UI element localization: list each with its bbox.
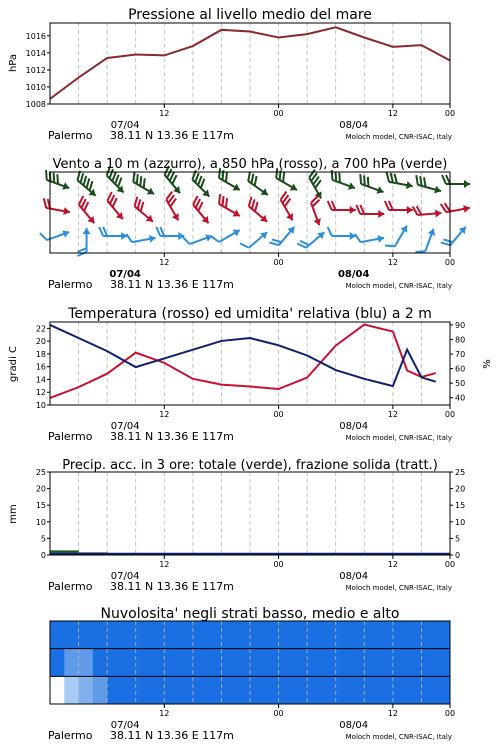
cloud-cell: [107, 649, 122, 677]
cloud-cell: [121, 649, 136, 677]
y-tick-label: 18: [35, 349, 46, 359]
cloud-cell: [393, 621, 408, 649]
wind-barb: [42, 198, 72, 216]
cloud-cell: [321, 621, 336, 649]
wind-barb: [413, 175, 443, 195]
cloud-cell: [93, 649, 108, 677]
station-coords: 38.11 N 13.36 E 117m: [110, 580, 234, 593]
wind-barb: [269, 221, 297, 251]
cloud-cell: [107, 676, 122, 704]
station-name: Palermo: [48, 729, 93, 742]
cloud-cell: [193, 649, 208, 677]
cloud-cell: [136, 621, 151, 649]
x-tick-label: 00: [444, 560, 456, 569]
cloud-cell: [379, 676, 394, 704]
cloud-cell: [79, 649, 94, 677]
wind-barb: [441, 221, 469, 251]
station-name: Palermo: [48, 430, 93, 443]
cloud-cell: [121, 621, 136, 649]
cloud-cell: [236, 621, 251, 649]
cloud-cell: [407, 676, 422, 704]
wind-barb: [356, 205, 384, 218]
y-tick-label: 1016: [25, 31, 46, 41]
wind-barb: [73, 196, 101, 226]
x-tick-label: 12: [387, 410, 398, 419]
wind-barb: [128, 172, 159, 197]
cloud-cell: [307, 676, 322, 704]
cloud-cell: [193, 676, 208, 704]
x-tick-label: 12: [387, 109, 398, 118]
x-tick-label: 12: [387, 258, 398, 267]
cloud-cell: [236, 649, 251, 677]
station-name: Palermo: [48, 580, 93, 593]
cloud-cell: [221, 649, 236, 677]
wind-barb: [328, 201, 356, 214]
cloud-cell: [150, 676, 165, 704]
wind-barb: [415, 226, 437, 257]
cloud-cell: [164, 621, 179, 649]
cloud-cell: [407, 649, 422, 677]
y-tick-label: 25: [35, 468, 46, 477]
cloud-cell: [379, 621, 394, 649]
temperature-line: [50, 325, 436, 398]
cloud-cell: [393, 676, 408, 704]
y-right-tick-label: 0: [455, 551, 461, 560]
y-right-tick-label: 40: [455, 393, 466, 403]
chart-title: Pressione al livello medio del mare: [128, 7, 372, 23]
cloud-cell: [279, 676, 294, 704]
station-name: Palermo: [48, 129, 93, 142]
cloud-cell: [293, 676, 308, 704]
cloud-cell: [436, 621, 451, 649]
cloud-cell: [421, 676, 436, 704]
x-tick-label: 00: [273, 410, 284, 419]
wind-barb: [356, 174, 387, 196]
y-tick-label: 10: [35, 517, 46, 527]
y-tick-label: 1008: [25, 100, 46, 109]
y-tick-label: 15: [35, 501, 46, 511]
x-tick-label: 00: [444, 709, 456, 718]
cloud-cell: [350, 676, 365, 704]
date-label: 07/04: [110, 120, 140, 131]
y-tick-label: 5: [40, 534, 46, 544]
y-axis-label: gradi C: [8, 346, 19, 382]
cloud-cell: [436, 676, 451, 704]
station-coords: 38.11 N 13.36 E 117m: [110, 129, 234, 142]
humidity-line: [50, 325, 436, 386]
cloud-cell: [207, 676, 222, 704]
cloud-cell: [179, 676, 194, 704]
cloud-cell: [393, 649, 408, 677]
cloud-cell: [150, 649, 165, 677]
station-coords: 38.11 N 13.36 E 117m: [110, 278, 234, 291]
chart-title: Nuvolosita' negli strati basso, medio e alto: [100, 606, 400, 622]
x-tick-label: 00: [273, 109, 284, 118]
date-label: 07/04: [110, 421, 140, 432]
x-tick-label: 00: [273, 560, 284, 569]
cloud-cell: [336, 649, 351, 677]
y-tick-label: 22: [35, 324, 46, 334]
cloud-cell: [164, 676, 179, 704]
y-right-axis-label: %: [482, 359, 493, 369]
cloud-cell: [250, 676, 265, 704]
y-tick-label: 14: [35, 375, 46, 385]
cloud-cell: [407, 621, 422, 649]
x-tick-label: 12: [159, 709, 170, 718]
cloud-cell: [279, 649, 294, 677]
cloud-cell: [193, 621, 208, 649]
wind-barb: [385, 221, 410, 252]
x-tick-label: 00: [273, 258, 284, 267]
cloud-cell: [264, 621, 279, 649]
cloud-cell: [207, 621, 222, 649]
cloud-cell: [264, 649, 279, 677]
y-axis-label: mm: [8, 504, 19, 524]
wind-barb: [413, 204, 442, 219]
date-label: 08/04: [337, 269, 370, 280]
x-tick-label: 00: [444, 109, 456, 118]
wind-barb: [328, 227, 356, 240]
cloud-cell: [436, 649, 451, 677]
cloud-cell: [364, 621, 379, 649]
y-tick-label: 1014: [25, 48, 46, 58]
x-tick-label: 12: [159, 560, 170, 569]
date-label: 08/04: [339, 421, 369, 432]
x-tick-label: 12: [159, 109, 170, 118]
cloud-cell: [307, 621, 322, 649]
model-credit: Moloch model, CNR-ISAC, Italy: [345, 434, 452, 442]
wind-barb: [102, 192, 130, 222]
y-tick-label: 20: [35, 484, 46, 494]
wind-barb: [442, 175, 470, 188]
cloud-cell: [207, 649, 222, 677]
y-tick-label: 12: [35, 388, 46, 398]
wind-barb: [183, 227, 214, 249]
y-tick-label: 16: [35, 362, 46, 372]
y-right-tick-label: 70: [455, 350, 466, 360]
cloud-cell: [179, 621, 194, 649]
cloud-cell: [50, 676, 65, 704]
y-right-tick-label: 60: [455, 364, 466, 374]
wind-barb: [42, 170, 73, 192]
chart-title: Vento a 10 m (azzurro), a 850 hPa (rosso), a 700 hPa (verde): [52, 157, 448, 172]
x-tick-label: 12: [387, 709, 398, 718]
chart-title: Precip. acc. in 3 ore: totale (verde), frazione solida (tratt.): [62, 458, 438, 473]
y-tick-label: 1012: [25, 65, 46, 75]
cloud-cell: [64, 621, 79, 649]
wind-barb: [188, 196, 216, 226]
cloud-cell: [50, 649, 65, 677]
plot-frame: [50, 172, 450, 253]
cloud-cell: [321, 676, 336, 704]
date-label: 08/04: [339, 120, 369, 131]
model-credit: Moloch model, CNR-ISAC, Italy: [345, 133, 452, 141]
y-right-tick-label: 5: [455, 534, 461, 544]
cloud-cell: [350, 621, 365, 649]
plot-frame: [50, 23, 450, 104]
wind-barb: [240, 225, 270, 253]
cloud-cell: [93, 676, 108, 704]
cloud-cell: [264, 676, 279, 704]
cloud-cell: [250, 649, 265, 677]
cloud-cell: [50, 621, 65, 649]
date-label: 07/04: [110, 571, 140, 582]
y-tick-label: 1010: [25, 82, 46, 92]
cloud-cell: [107, 621, 122, 649]
station-name: Palermo: [48, 278, 93, 291]
cloud-cell: [350, 649, 365, 677]
y-right-tick-label: 80: [455, 335, 466, 345]
y-axis-label: hPa: [8, 53, 19, 73]
wind-barb: [214, 194, 245, 219]
cloud-cell: [293, 649, 308, 677]
wind-barb: [384, 172, 414, 190]
wind-barb: [99, 227, 127, 240]
cloud-cell: [136, 649, 151, 677]
wind-barb: [72, 171, 102, 199]
date-label: 07/04: [109, 269, 141, 280]
wind-barb: [129, 197, 159, 225]
y-right-tick-label: 50: [455, 379, 466, 389]
wind-barb: [187, 170, 216, 199]
wind-barb: [243, 171, 273, 198]
cloud-cell: [164, 649, 179, 677]
cloud-cell: [421, 649, 436, 677]
x-tick-label: 00: [273, 709, 284, 718]
model-credit: Moloch model, CNR-ISAC, Italy: [345, 584, 452, 592]
cloud-cell: [221, 676, 236, 704]
x-tick-label: 00: [444, 258, 456, 267]
wind-barb: [306, 196, 328, 227]
cloud-cell: [93, 621, 108, 649]
date-label: 08/04: [339, 571, 369, 582]
x-tick-label: 12: [159, 258, 170, 267]
wind-barb: [441, 199, 471, 217]
cloud-cell: [250, 621, 265, 649]
cloud-cell: [293, 621, 308, 649]
cloud-cell: [379, 649, 394, 677]
wind-barb: [297, 225, 327, 253]
y-tick-label: 20: [35, 337, 46, 347]
wind-barb: [40, 223, 71, 245]
cloud-cell: [79, 676, 94, 704]
model-credit: Moloch model, CNR-ISAC, Italy: [345, 733, 452, 741]
cloud-cell: [64, 649, 79, 677]
cloud-cell: [307, 649, 322, 677]
x-tick-label: 12: [159, 410, 170, 419]
date-label: 08/04: [339, 720, 369, 731]
y-right-tick-label: 10: [455, 517, 466, 527]
y-tick-label: 0: [40, 551, 46, 560]
wind-barb: [327, 170, 358, 192]
model-credit: Moloch model, CNR-ISAC, Italy: [345, 282, 452, 290]
x-tick-label: 00: [444, 410, 456, 419]
wind-barb: [385, 201, 413, 214]
cloud-cell: [121, 676, 136, 704]
y-right-tick-label: 90: [455, 320, 466, 330]
cloud-cell: [79, 621, 94, 649]
chart-title: Temperatura (rosso) ed umidita' relativa (blu) a 2 m: [68, 306, 432, 322]
cloud-cell: [150, 621, 165, 649]
date-label: 07/04: [110, 720, 140, 731]
wind-barb: [78, 228, 91, 256]
cloud-cell: [421, 621, 436, 649]
cloud-cell: [179, 649, 194, 677]
y-tick-label: 10: [35, 401, 46, 410]
y-right-tick-label: 15: [455, 501, 466, 511]
wind-barb: [355, 229, 385, 247]
cloud-cell: [221, 621, 236, 649]
y-right-tick-label: 20: [455, 484, 466, 494]
y-right-tick-label: 25: [455, 468, 466, 477]
cloud-cell: [336, 676, 351, 704]
wind-barb: [126, 229, 156, 247]
cloud-cell: [136, 676, 151, 704]
wind-barb: [243, 197, 273, 225]
cloud-cell: [236, 676, 251, 704]
cloud-cell: [64, 676, 79, 704]
wind-barb: [211, 222, 242, 247]
cloud-cell: [279, 621, 294, 649]
cloud-cell: [364, 649, 379, 677]
x-tick-label: 12: [387, 560, 398, 569]
station-coords: 38.11 N 13.36 E 117m: [110, 430, 234, 443]
station-coords: 38.11 N 13.36 E 117m: [110, 729, 234, 742]
cloud-cell: [336, 621, 351, 649]
wind-barb: [156, 227, 184, 240]
cloud-cell: [364, 676, 379, 704]
cloud-cell: [321, 649, 336, 677]
